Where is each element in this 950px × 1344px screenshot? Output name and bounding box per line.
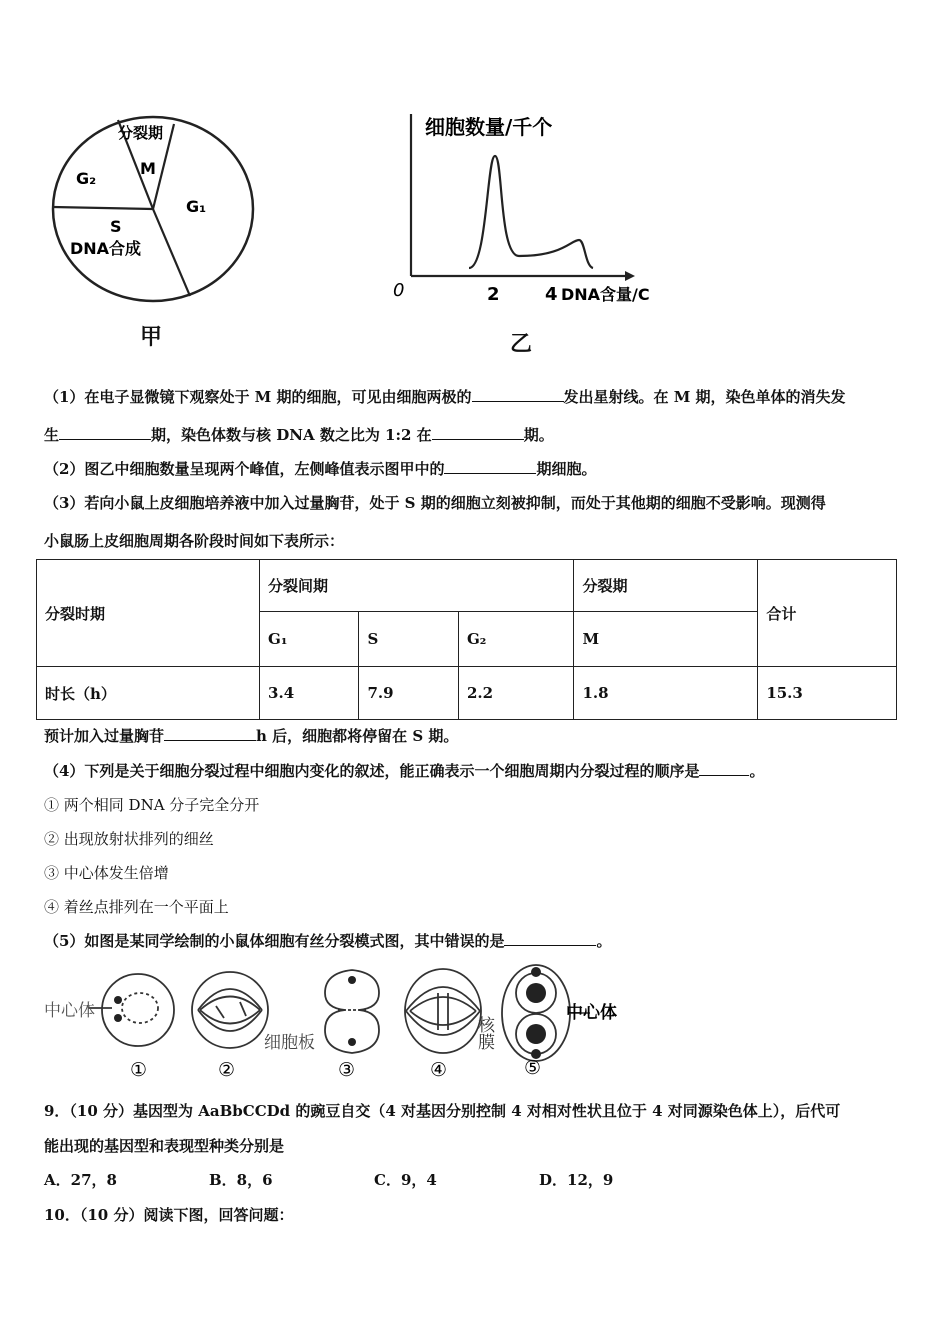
- cell-number-4: ④: [430, 1059, 448, 1081]
- table-header-phase: 分裂时期: [37, 560, 260, 667]
- label-cell-plate: 细胞板: [264, 1033, 315, 1053]
- table-sub-s: S: [359, 612, 458, 667]
- figure-jia-label: 甲: [140, 325, 163, 350]
- cell-1-nucleus: [122, 993, 158, 1023]
- q9-options: [44, 1169, 704, 1190]
- option-a[interactable]: A．27，8: [44, 1171, 117, 1189]
- q10-line-1: 10．（10 分）阅读下图，回答问题：: [44, 1206, 294, 1224]
- q4-stem: （4）下列是关于细胞分裂过程中细胞内变化的叙述，能正确表示一个细胞周期内分裂过程的顺序是 。: [44, 762, 765, 780]
- q3-line-2: 小鼠肠上皮细胞周期各阶段时间如下表所示：: [44, 532, 345, 550]
- answer-blank[interactable]: [164, 726, 256, 741]
- y-axis-label: 细胞数量/千个: [425, 115, 553, 139]
- answer-blank[interactable]: [59, 425, 151, 440]
- table-cell-g1: 3.4: [260, 667, 359, 720]
- cell-cycle-table: [36, 559, 897, 720]
- q4-item-4: ④ 着丝点排列在一个平面上: [44, 898, 229, 916]
- pie-divider-3: [53, 207, 153, 209]
- answer-blank[interactable]: [472, 387, 564, 402]
- pie-label-g1: G₁: [186, 197, 207, 216]
- pie-label-s-desc: DNA合成: [70, 239, 142, 258]
- x-axis-arrow: [625, 271, 635, 281]
- answer-blank[interactable]: [504, 931, 596, 946]
- answer-blank[interactable]: [432, 425, 524, 440]
- option-d[interactable]: D．12，9: [539, 1171, 614, 1189]
- pie-label-division: 分裂期: [118, 124, 164, 142]
- pie-label-g2: G₂: [76, 169, 97, 188]
- cell-2: [192, 972, 268, 1048]
- x-tick-4: 4: [545, 284, 558, 305]
- cell-cycle-pie: [48, 112, 263, 307]
- option-b[interactable]: B．8，6: [209, 1171, 273, 1189]
- pie-divider-4: [153, 209, 190, 296]
- cell-number-5: ⑤: [524, 1057, 542, 1079]
- dna-content-chart: [385, 108, 705, 308]
- figure-yi-label: 乙: [510, 332, 533, 357]
- q4-item-2: ② 出现放射状排列的细丝: [44, 830, 214, 848]
- cell-number-3: ③: [338, 1059, 356, 1081]
- q4-item-3: ③ 中心体发生倍增: [44, 864, 169, 882]
- pie-label-m: M: [140, 159, 156, 178]
- q3-line-1: （3）若向小鼠上皮细胞培养液中加入过量胸苷，处于 S 期的细胞立刻被抑制，而处于其他期的细胞不受影响。现测得: [44, 494, 826, 512]
- table-header-interphase: 分裂间期: [260, 560, 574, 612]
- table-sub-g1: G₁: [260, 612, 359, 667]
- x-axis-label: DNA含量/C: [561, 285, 650, 304]
- table-sub-m: M: [574, 612, 758, 667]
- q3-after-line: 预计加入过量胸苷 h 后，细胞都将停留在 S 期。: [44, 727, 459, 745]
- label-nuclear-membrane: 核膜: [474, 1016, 494, 1050]
- q5-line: （5）如图是某同学绘制的小鼠体细胞有丝分裂模式图，其中错误的是 。: [44, 932, 612, 950]
- table-header-division: 分裂期: [574, 560, 758, 612]
- cell-4: [405, 969, 481, 1053]
- q4-item-1: ① 两个相同 DNA 分子完全分开: [44, 796, 260, 814]
- q1-line-1: （1）在电子显微镜下观察处于 M 期的细胞，可见由细胞两极的 发出星射线。在 M 期，染色单体的消失发: [44, 388, 846, 406]
- table-row-label: 时长（h）: [37, 667, 260, 720]
- table-cell-s: 7.9: [359, 667, 458, 720]
- series-line: [469, 156, 593, 268]
- table-cell-g2: 2.2: [458, 667, 574, 720]
- q2-line: （2）图乙中细胞数量呈现两个峰值，左侧峰值表示图甲中的 期细胞。: [44, 460, 597, 478]
- table-sub-g2: G₂: [458, 612, 574, 667]
- answer-blank[interactable]: [444, 459, 536, 474]
- x-tick-2: 2: [487, 284, 500, 305]
- table-header-total: 合计: [758, 560, 897, 667]
- cell-number-1: ①: [130, 1059, 148, 1081]
- q1-line-2: 生 期，染色体数与核 DNA 数之比为 1:2 在 期。: [44, 426, 554, 444]
- q9-line-2: 能出现的基因型和表现型种类分别是: [44, 1137, 285, 1155]
- label-centrosome-right: 中心体: [566, 1003, 617, 1023]
- table-cell-m: 1.8: [574, 667, 758, 720]
- mitosis-diagram: [40, 958, 630, 1083]
- pie-label-s: S: [110, 217, 122, 236]
- option-c[interactable]: C．9，4: [374, 1171, 437, 1189]
- answer-blank[interactable]: [699, 761, 749, 776]
- cell-number-2: ②: [218, 1059, 236, 1081]
- table-cell-total: 15.3: [758, 667, 897, 720]
- q9-line-1: 9．（10 分）基因型为 AaBbCCDd 的豌豆自交（4 对基因分别控制 4 对相对性状且位于 4 对同源染色体上），后代可: [44, 1102, 841, 1120]
- origin-label: 0: [393, 280, 405, 301]
- label-centrosome-left: 中心体: [44, 1001, 95, 1021]
- cell-1: [102, 974, 174, 1046]
